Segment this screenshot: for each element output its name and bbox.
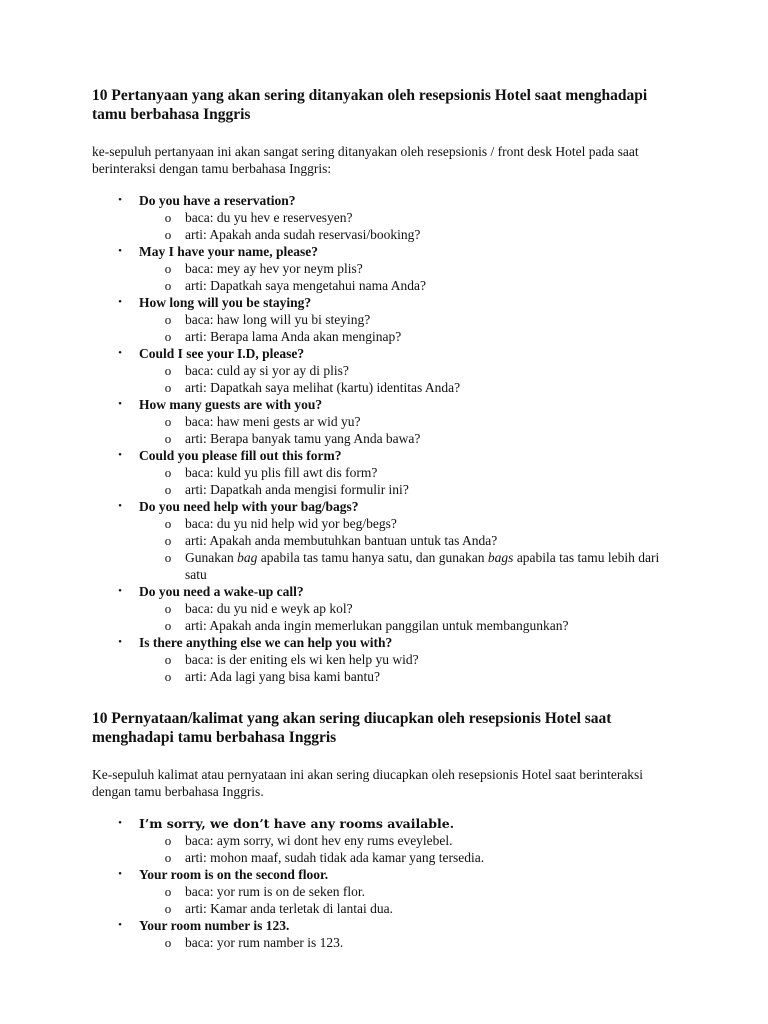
question-text: How long will you be staying?	[139, 295, 312, 310]
question-item	[92, 583, 682, 634]
usage-note-part: apabila tas tamu hanya satu, dan gunakan	[257, 550, 488, 565]
question-item	[92, 192, 682, 243]
circle-bullet-icon: o	[164, 414, 172, 429]
section2-intro: Ke-sepuluh kalimat atau pernyataan ini akan sering diucapkan oleh resepsionis Hotel saat berinteraksi dengan tamu berbahasa Inggris.	[92, 767, 644, 799]
pronunciation-text: baca: is der eniting els wi ken help yu wid?	[185, 652, 419, 667]
circle-bullet-icon: o	[164, 210, 172, 225]
pronunciation-item	[139, 651, 682, 668]
statement-text: I’m sorry, we don’t have any rooms available.	[139, 816, 455, 831]
circle-bullet-icon: o	[164, 833, 172, 848]
meaning-item	[139, 617, 682, 634]
meaning-item	[139, 328, 682, 345]
section2-statement-list	[92, 815, 682, 951]
pronunciation-item	[139, 832, 682, 849]
meaning-item	[139, 532, 682, 549]
question-item	[92, 243, 682, 294]
pronunciation-text: baca: kuld yu plis fill awt dis form?	[185, 465, 378, 480]
pronunciation-item	[139, 883, 682, 900]
circle-bullet-icon: o	[164, 227, 172, 242]
usage-note-part: Gunakan	[185, 550, 238, 565]
question-item	[92, 498, 682, 583]
circle-bullet-icon: o	[164, 278, 172, 293]
statement-text: Your room number is 123.	[139, 918, 290, 933]
meaning-item	[139, 481, 682, 498]
question-text: Could you please fill out this form?	[139, 448, 342, 463]
circle-bullet-icon: o	[164, 516, 172, 531]
circle-bullet-icon: o	[164, 850, 172, 865]
meaning-text: arti: Dapatkah saya mengetahui nama Anda?	[185, 278, 427, 293]
meaning-text: arti: Dapatkah anda mengisi formulir ini?	[185, 482, 409, 497]
meaning-item	[139, 849, 682, 866]
pronunciation-item	[139, 311, 682, 328]
circle-bullet-icon: o	[164, 312, 172, 327]
document-page	[92, 86, 682, 951]
question-text: Do you need a wake-up call?	[139, 584, 304, 599]
statement-item	[92, 815, 682, 866]
section1-heading: 10 Pertanyaan yang akan sering ditanyakan oleh resepsionis Hotel saat menghadapi tamu berbahasa Inggris	[92, 87, 648, 123]
meaning-item	[139, 668, 682, 685]
section2-heading: 10 Pernyataan/kalimat yang akan sering diucapkan oleh resepsionis Hotel saat menghadapi tamu berbahasa Inggris	[92, 710, 612, 746]
circle-bullet-icon: o	[164, 669, 172, 684]
meaning-item	[139, 430, 682, 447]
pronunciation-item	[139, 464, 682, 481]
meaning-text: arti: Apakah anda membutuhkan bantuan untuk tas Anda?	[185, 533, 498, 548]
statement-text: Your room is on the second floor.	[139, 867, 329, 882]
circle-bullet-icon: o	[164, 935, 172, 950]
meaning-text: arti: Ada lagi yang bisa kami bantu?	[185, 669, 380, 684]
statement-item	[92, 917, 682, 951]
bullet-icon: •	[118, 500, 122, 512]
pronunciation-item	[139, 600, 682, 617]
pronunciation-item	[139, 934, 682, 951]
bullet-icon: •	[118, 398, 122, 410]
usage-note-part: apabila tas tamu lebih dari satu	[185, 550, 660, 582]
circle-bullet-icon: o	[164, 533, 172, 548]
bullet-icon: •	[118, 194, 122, 206]
bullet-icon: •	[118, 817, 122, 829]
question-item	[92, 396, 682, 447]
pronunciation-text: baca: haw long will yu bi steying?	[185, 312, 371, 327]
circle-bullet-icon: o	[164, 884, 172, 899]
meaning-text: arti: Apakah anda ingin memerlukan panggilan untuk membangunkan?	[185, 618, 569, 633]
bullet-icon: •	[118, 636, 122, 648]
meaning-text: arti: Berapa lama Anda akan menginap?	[185, 329, 402, 344]
circle-bullet-icon: o	[164, 431, 172, 446]
circle-bullet-icon: o	[164, 363, 172, 378]
question-item	[92, 345, 682, 396]
question-text: Could I see your I.D, please?	[139, 346, 305, 361]
meaning-item	[139, 900, 682, 917]
bullet-icon: •	[118, 245, 122, 257]
circle-bullet-icon: o	[164, 482, 172, 497]
circle-bullet-icon: o	[164, 550, 172, 565]
bullet-icon: •	[118, 919, 122, 931]
pronunciation-text: baca: haw meni gests ar wid yu?	[185, 414, 361, 429]
circle-bullet-icon: o	[164, 329, 172, 344]
meaning-item	[139, 379, 682, 396]
bullet-icon: •	[118, 347, 122, 359]
pronunciation-text: baca: aym sorry, wi dont hev eny rums eveylebel.	[185, 833, 453, 848]
circle-bullet-icon: o	[164, 618, 172, 633]
meaning-text: arti: mohon maaf, sudah tidak ada kamar yang tersedia.	[185, 850, 485, 865]
question-item	[92, 634, 682, 685]
pronunciation-text: baca: du yu nid e weyk ap kol?	[185, 601, 353, 616]
circle-bullet-icon: o	[164, 601, 172, 616]
statement-item	[92, 866, 682, 917]
question-text: May I have your name, please?	[139, 244, 318, 259]
question-item	[92, 294, 682, 345]
meaning-text: arti: Berapa banyak tamu yang Anda bawa?	[185, 431, 421, 446]
usage-note-word-bags: bags	[487, 550, 514, 565]
circle-bullet-icon: o	[164, 380, 172, 395]
pronunciation-item	[139, 209, 682, 226]
pronunciation-item	[139, 260, 682, 277]
pronunciation-item	[139, 515, 682, 532]
bullet-icon: •	[118, 449, 122, 461]
circle-bullet-icon: o	[164, 652, 172, 667]
question-text: Do you have a reservation?	[139, 193, 296, 208]
meaning-item	[139, 277, 682, 294]
section1-intro: ke-sepuluh pertanyaan ini akan sangat sering ditanyakan oleh resepsionis / front desk Hotel pada saat berinteraksi dengan tamu berbahasa Inggris:	[92, 144, 639, 176]
circle-bullet-icon: o	[164, 465, 172, 480]
pronunciation-text: baca: yor rum is on de seken flor.	[185, 884, 365, 899]
question-text: How many guests are with you?	[139, 397, 323, 412]
pronunciation-text: baca: du yu nid help wid yor beg/begs?	[185, 516, 397, 531]
section1-question-list	[92, 192, 682, 685]
usage-note-item	[139, 549, 682, 583]
pronunciation-text: baca: du yu hev e reservesyen?	[185, 210, 353, 225]
meaning-text: arti: Kamar anda terletak di lantai dua.	[185, 901, 394, 916]
bullet-icon: •	[118, 868, 122, 880]
usage-note-word-bag: bag	[237, 550, 258, 565]
pronunciation-item	[139, 362, 682, 379]
bullet-icon: •	[118, 585, 122, 597]
pronunciation-text: baca: yor rum namber is 123.	[185, 935, 344, 950]
meaning-text: arti: Apakah anda sudah reservasi/booking?	[185, 227, 421, 242]
question-text: Is there anything else we can help you with?	[139, 635, 393, 650]
pronunciation-item	[139, 413, 682, 430]
circle-bullet-icon: o	[164, 901, 172, 916]
circle-bullet-icon: o	[164, 261, 172, 276]
question-text: Do you need help with your bag/bags?	[139, 499, 359, 514]
pronunciation-text: baca: culd ay si yor ay di plis?	[185, 363, 349, 378]
question-item	[92, 447, 682, 498]
meaning-item	[139, 226, 682, 243]
meaning-text: arti: Dapatkah saya melihat (kartu) identitas Anda?	[185, 380, 461, 395]
pronunciation-text: baca: mey ay hev yor neym plis?	[185, 261, 363, 276]
bullet-icon: •	[118, 296, 122, 308]
